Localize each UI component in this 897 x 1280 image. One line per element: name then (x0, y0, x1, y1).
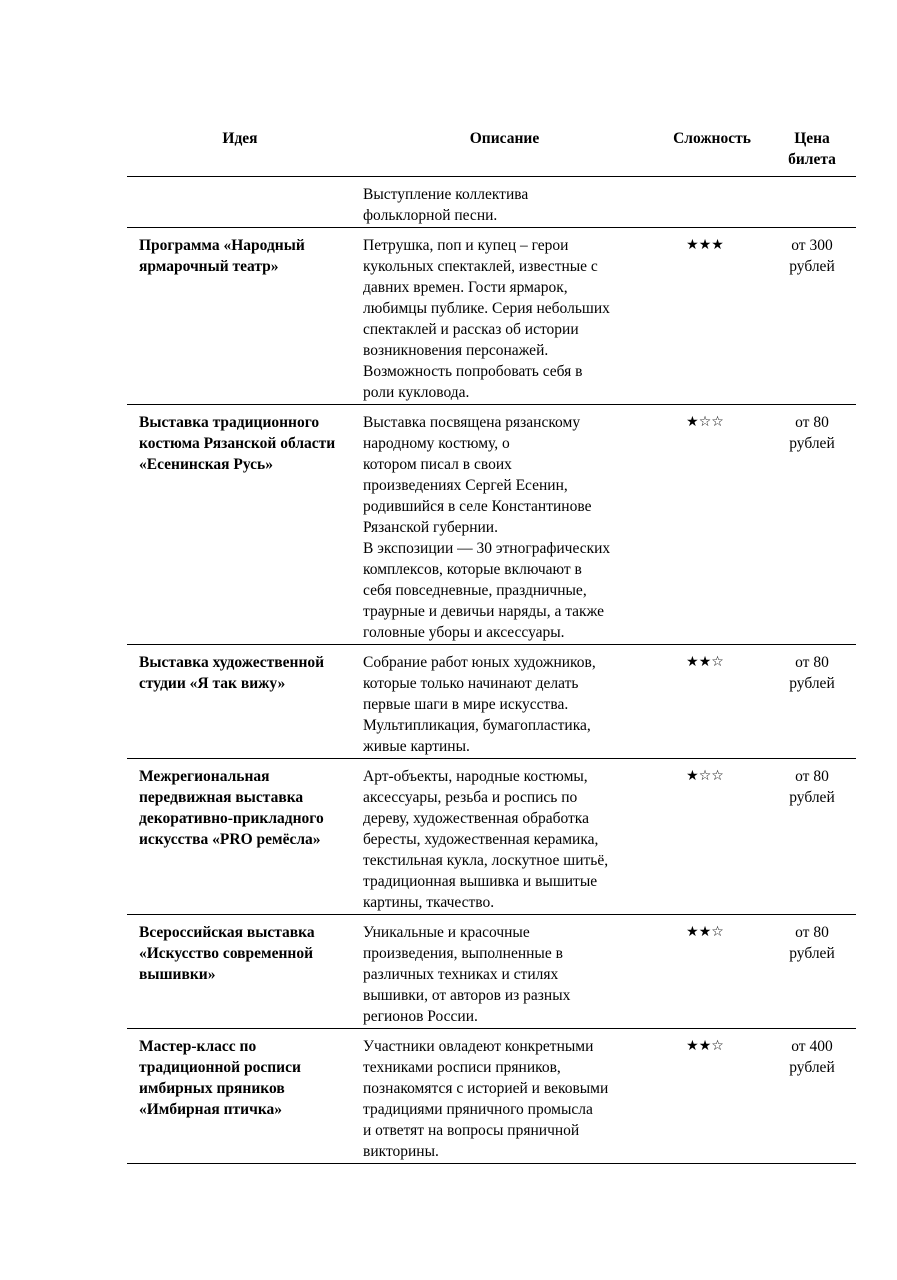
row-idea: Межрегиональная передвижная выставка декоративно-прикладного искусства «PRO ремёсла» (139, 768, 324, 848)
row-price: от 80 рублей (789, 768, 835, 806)
row-price: от 300 рублей (789, 237, 835, 275)
row-description: Арт-объекты, народные костюмы, аксессуары, резьба и роспись по дереву, художественная обработка бересты, художественная керамика, текстильная кукла, лоскутное шитьё, традиционная вышивка и вышитые картины, ткачество. (363, 768, 609, 911)
table-row (127, 915, 856, 1029)
header-price: Цена билета (788, 130, 836, 168)
row-idea: Всероссийская выставка «Искусство современной вышивки» (139, 924, 315, 983)
row-description: Собрание работ юных художников, которые только начинают делать первые шаги в мире искусства. Мультипликация, бумагопластика, живые картины. (363, 654, 596, 755)
events-table (127, 118, 856, 1164)
table-row (127, 759, 856, 915)
difficulty-stars-icon: ★☆☆ (686, 414, 724, 430)
difficulty-stars-icon: ★★☆ (686, 924, 724, 940)
difficulty-stars-icon: ★★☆ (686, 1038, 724, 1054)
header-description: Описание (469, 130, 540, 147)
header-difficulty: Сложность (673, 130, 751, 147)
row-description: Выставка посвящена рязанскому народному костюму, о котором писал в своих произведениях Сергей Есенин, родившийся в селе Константинове Рязанской губернии. В экспозиции — 30 этнографических комплексов, которые включают в себя повседневные, праздничные, траурные и девичьи наряды, а также головные уборы и аксессуары. (363, 414, 611, 641)
row-idea (127, 177, 353, 228)
header-idea: Идея (222, 130, 258, 147)
difficulty-stars-icon (656, 177, 768, 228)
row-idea: Мастер-класс по традиционной росписи имбирных пряников «Имбирная птичка» (139, 1038, 301, 1118)
row-description: Участники овладеют конкретными техниками росписи пряников, познакомятся с историей и вековыми традициями пряничного промысла и ответят на вопросы пряничной викторины. (363, 1038, 609, 1160)
table-body (127, 177, 856, 1164)
row-idea: Программа «Народный ярмарочный театр» (139, 237, 305, 275)
row-description: Уникальные и красочные произведения, выполненные в различных техниках и стилях вышивки, от авторов из разных регионов России. (363, 924, 571, 1025)
row-price: от 80 рублей (789, 654, 835, 692)
row-description: Выступление коллектива фольклорной песни. (363, 186, 529, 224)
events-table-container (127, 118, 856, 1164)
row-price: от 400 рублей (789, 1038, 835, 1076)
row-description: Петрушка, поп и купец – герои кукольных спектаклей, известные с давних времен. Гости ярмарок, любимцы публике. Серия небольших спектаклей и рассказ об истории возникновения персонажей. Возможность попробовать себя в роли кукловода. (363, 237, 610, 401)
table-row (127, 645, 856, 759)
row-price (768, 177, 856, 228)
header-row (127, 118, 856, 177)
difficulty-stars-icon: ★☆☆ (686, 768, 724, 784)
row-idea: Выставка традиционного костюма Рязанской области «Есенинская Русь» (139, 414, 336, 473)
table-header (127, 118, 856, 177)
table-row (127, 177, 856, 228)
row-price: от 80 рублей (789, 924, 835, 962)
difficulty-stars-icon: ★★★ (686, 237, 724, 253)
table-row (127, 228, 856, 405)
row-idea: Выставка художественной студии «Я так вижу» (139, 654, 325, 692)
row-price: от 80 рублей (789, 414, 835, 452)
difficulty-stars-icon: ★★☆ (686, 654, 724, 670)
table-row (127, 1029, 856, 1164)
table-row (127, 405, 856, 645)
